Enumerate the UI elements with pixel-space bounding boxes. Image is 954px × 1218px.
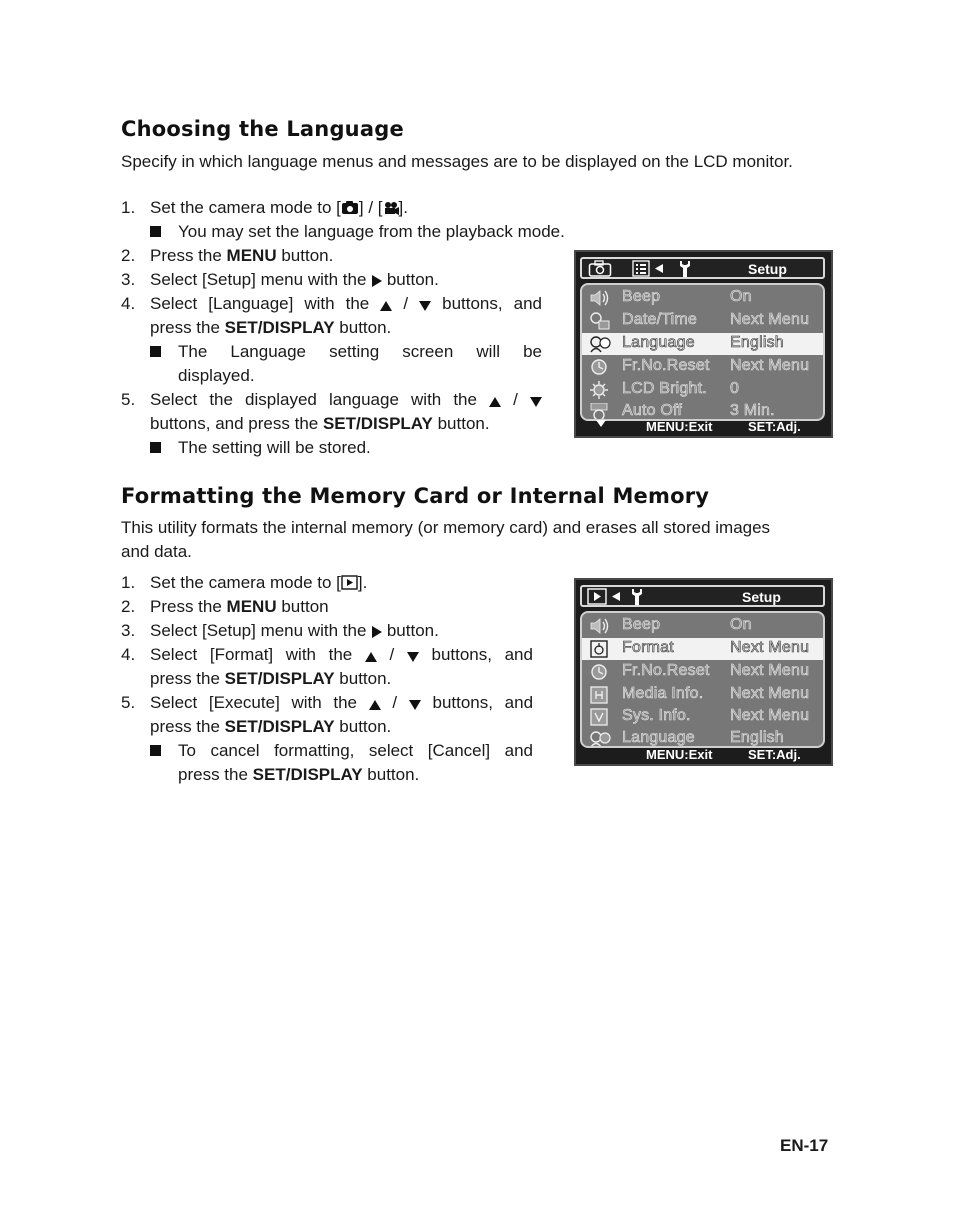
down-arrow-icon (419, 300, 431, 311)
menu-row-beep[interactable]: Beep On (582, 287, 823, 309)
format-step-1-text: Set the camera mode to [ ]. (150, 573, 368, 592)
step-number: 3. (121, 270, 136, 289)
step-number: 5. (121, 693, 136, 712)
left-arrow-icon (612, 592, 620, 601)
language-icon (589, 730, 611, 748)
auto-off-icon (589, 403, 611, 421)
up-arrow-icon (365, 651, 377, 662)
bullet-square-icon (150, 226, 161, 237)
down-arrow-icon (409, 699, 421, 710)
section-intro-language: Specify in which language menus and messages are to be displayed on the LCD monitor. (121, 152, 793, 171)
step-number: 1. (121, 198, 136, 217)
sys-info-icon (589, 708, 611, 726)
section-intro-format-line2: and data. (121, 542, 192, 561)
step-3-text: Select [Setup] menu with the button. (150, 270, 439, 289)
down-arrow-icon (530, 396, 542, 407)
down-arrow-icon (407, 651, 419, 662)
footer-set-adjust: SET:Adj. (748, 747, 801, 762)
up-arrow-icon (369, 699, 381, 710)
menu-tab-title: Setup (748, 261, 787, 277)
menu-row-fr-no-reset[interactable]: Fr.No.Reset Next Menu (582, 661, 823, 683)
menu-tab-bar (580, 257, 825, 279)
menu-row-language[interactable]: Language English (582, 333, 823, 355)
step-number: 2. (121, 246, 136, 265)
setup-menu-panel (580, 611, 825, 748)
format-step-4-text-line2: press the SET/DISPLAY button. (150, 669, 392, 688)
speaker-icon (589, 617, 611, 635)
language-icon (589, 335, 611, 353)
right-arrow-icon (371, 626, 382, 638)
right-arrow-icon (371, 275, 382, 287)
step-2-text: Press the MENU button. (150, 246, 334, 265)
step-number: 4. (121, 645, 136, 664)
page-number: EN-17 (780, 1136, 829, 1155)
footer-menu-exit: MENU:Exit (646, 419, 713, 434)
format-step-5-note-line1: To cancel formatting, select [Cancel] and (178, 741, 533, 760)
menu-row-auto-off[interactable]: Auto Off 3 Min. (582, 401, 823, 421)
playback-tab-icon (587, 588, 607, 605)
step-number: 4. (121, 294, 136, 313)
menu-row-media-info[interactable]: Media Info. Next Menu (582, 684, 823, 706)
bullet-square-icon (150, 745, 161, 756)
media-info-icon (589, 686, 611, 704)
left-arrow-icon (655, 264, 663, 273)
wrench-tab-icon (678, 260, 692, 277)
camera-tab-icon (588, 260, 612, 277)
bullet-square-icon (150, 346, 161, 357)
menu-row-fr-no-reset[interactable]: Fr.No.Reset Next Menu (582, 356, 823, 378)
step-4-note-line2: displayed. (178, 366, 255, 385)
menu-tab-title: Setup (742, 589, 781, 605)
step-4-text-line2: press the SET/DISPLAY button. (150, 318, 392, 337)
step-number: 1. (121, 573, 136, 592)
step-number: 2. (121, 597, 136, 616)
format-step-5-text-line2: press the SET/DISPLAY button. (150, 717, 392, 736)
section-title-language: Choosing the Language (121, 117, 404, 141)
format-step-5-note-line2: press the SET/DISPLAY button. (178, 765, 420, 784)
calendar-icon (589, 312, 611, 330)
step-5-text-line2: buttons, and press the SET/DISPLAY button. (150, 414, 490, 433)
wrench-tab-icon (630, 588, 644, 605)
step-4-note-line1: The Language setting screen will be (178, 342, 542, 361)
step-number: 3. (121, 621, 136, 640)
step-5-text-line1: Select the displayed language with the / (150, 388, 542, 412)
menu-tab-bar (580, 585, 825, 607)
scroll-down-arrow-icon (596, 420, 606, 427)
camera-setup-screen-format (574, 578, 833, 766)
footer-menu-exit: MENU:Exit (646, 747, 713, 762)
camera-mode-icon (341, 200, 359, 215)
section-intro-format-line1: This utility formats the internal memory (or memory card) and erases all stored images (121, 518, 771, 537)
menu-row-language[interactable]: Language English (582, 728, 823, 748)
up-arrow-icon (380, 300, 392, 311)
menu-row-format[interactable]: Format Next Menu (582, 638, 823, 660)
step-1-text: Set the camera mode to [ ] / [ ]. (150, 198, 408, 217)
step-number: 5. (121, 390, 136, 409)
movie-mode-icon (383, 201, 399, 215)
brightness-icon (589, 381, 611, 399)
menu-row-beep[interactable]: Beep On (582, 615, 823, 637)
playback-mode-icon (341, 575, 358, 590)
step-1-note: You may set the language from the playback mode. (178, 222, 565, 241)
menu-row-lcd-bright[interactable]: LCD Bright. 0 (582, 379, 823, 401)
footer-set-adjust: SET:Adj. (748, 419, 801, 434)
format-icon (589, 640, 611, 658)
menu-row-date-time[interactable]: Date/Time Next Menu (582, 310, 823, 332)
format-step-5-text-line1: Select [Execute] with the / buttons, and (150, 693, 534, 712)
setup-menu-panel (580, 283, 825, 421)
camera-setup-screen-language (574, 250, 833, 438)
step-5-note: The setting will be stored. (178, 438, 371, 457)
bullet-square-icon (150, 442, 161, 453)
format-step-3-text: Select [Setup] menu with the button. (150, 621, 439, 640)
menu-row-sys-info[interactable]: Sys. Info. Next Menu (582, 706, 823, 728)
format-step-2-text: Press the MENU button (150, 597, 329, 616)
format-step-4-text-line1: Select [Format] with the / buttons, and (150, 645, 533, 664)
reset-icon (589, 663, 611, 681)
step-4-text-line1: Select [Language] with the / buttons, and (150, 294, 542, 313)
reset-icon (589, 358, 611, 376)
up-arrow-icon (489, 396, 501, 407)
section-title-format: Formatting the Memory Card or Internal Memory (121, 484, 710, 508)
menu-list-tab-icon (632, 260, 650, 277)
speaker-icon (589, 289, 611, 307)
